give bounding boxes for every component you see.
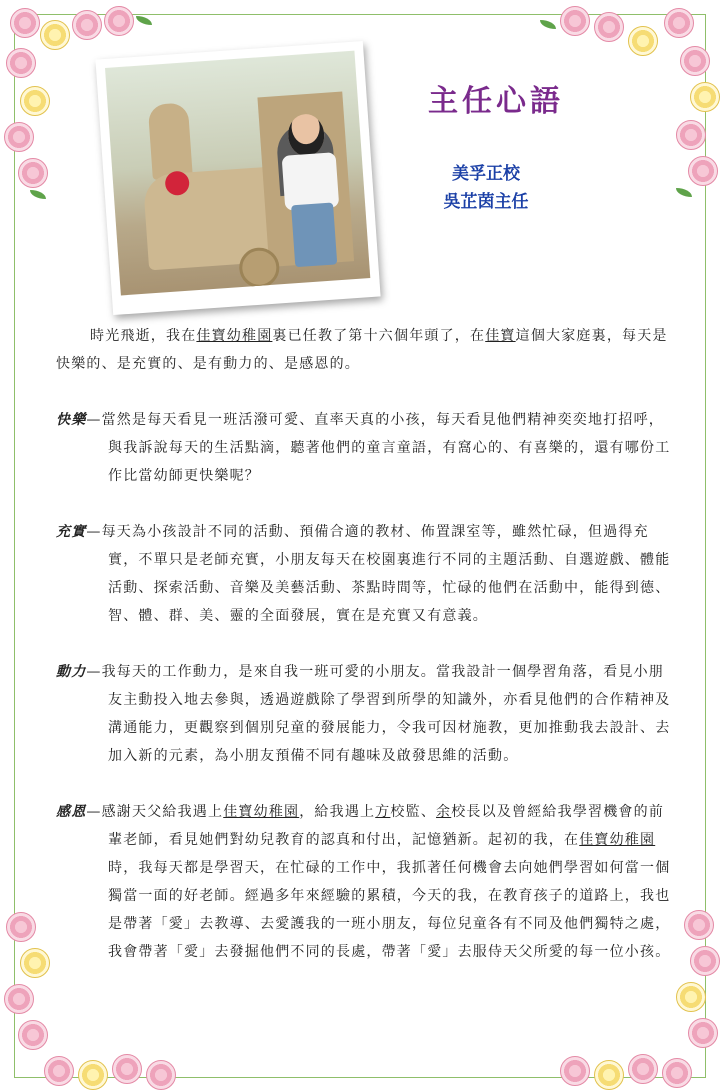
rose-icon: [18, 158, 48, 188]
rose-icon: [4, 122, 34, 152]
rose-icon: [664, 8, 694, 38]
section-text: 校長以及曾經給我學習機會的前輩老師，看見她們對幼兒教育的認真和付出，記憶猶新。起初的我，在: [108, 804, 665, 848]
section-text: —我每天的工作動力，是來自我一班可愛的小朋友。當我設計一個學習角落，看見小朋友主動投入地去參與，透過遊戲除了學習到所學的知識外，亦看見他們的合作精神及溝通能力，更觀察到個別兒童的發展能力，令我可因材施教，更加推動我去設計、去加入新的元素，為小朋友預備不同有趣味及啟發思維的活動。: [86, 664, 671, 764]
rose-icon: [20, 948, 50, 978]
author-name: 吳芷茵主任: [443, 192, 529, 212]
intro-text: 時光飛逝，我在: [90, 328, 197, 344]
rose-icon: [688, 1018, 718, 1048]
rose-icon: [680, 46, 710, 76]
director-photo: [95, 41, 380, 315]
intro-paragraph: [56, 322, 676, 378]
section-text: —當然是每天看見一班活潑可愛、直率天真的小孩，每天看見他們精神奕奕地打招呼，與我訴說每天的生活點滴，聽著他們的童言童語，有窩心的、有喜樂的，還有哪份工作比當幼師更快樂呢？: [86, 412, 671, 484]
rose-icon: [146, 1060, 176, 1090]
section-keyword: 感恩: [56, 804, 87, 820]
person-legs: [291, 202, 337, 267]
rose-icon: [676, 982, 706, 1012]
rose-icon: [688, 156, 718, 186]
intro-text: 裏已任教了第十六個年頭了，在: [272, 328, 486, 344]
rose-icon: [684, 910, 714, 940]
rose-icon: [560, 6, 590, 36]
section-keyword: 快樂: [56, 412, 87, 428]
section-text: 時，我每天都是學習天，在忙碌的工作中，我抓著任何機會去向她們學習如何當一個獨當一面的好老師。經過多年來經驗的累積，今天的我，在教育孩子的道路上，我也是帶著「愛」去教導、去愛護我的一班小朋友，每位兒童各有不同及他們獨特之處，我會帶著「愛」去發掘他們不同的長處，帶著「愛」去服侍天父所愛的每一位小孩。: [108, 860, 671, 960]
rose-icon: [40, 20, 70, 50]
rose-icon: [676, 120, 706, 150]
section-fulfilled: [56, 518, 676, 630]
school-name-underlined: 佳寶幼稚園: [579, 832, 656, 848]
rose-icon: [594, 12, 624, 42]
section-gratitude: [56, 798, 676, 966]
rose-icon: [6, 912, 36, 942]
rose-icon: [20, 86, 50, 116]
rose-icon: [44, 1056, 74, 1086]
section-text: 校監、: [390, 804, 437, 820]
rose-icon: [628, 1054, 658, 1084]
supervisor-surname: 方: [375, 804, 391, 820]
rose-icon: [690, 82, 720, 112]
rose-icon: [78, 1060, 108, 1090]
rose-icon: [104, 6, 134, 36]
rose-icon: [72, 10, 102, 40]
school-name-underlined: 佳寶幼稚園: [223, 804, 300, 820]
school-name: 美孚正校: [452, 164, 520, 184]
rose-icon: [594, 1060, 624, 1090]
rose-icon: [6, 48, 36, 78]
article-body: [56, 322, 676, 966]
rose-icon: [18, 1020, 48, 1050]
section-happy: [56, 406, 676, 490]
principal-surname: 余: [436, 804, 452, 820]
section-text: —每天為小孩設計不同的活動、預備合適的教材、佈置課室等，雖然忙碌，但過得充實，不單只是老師充實，小朋友每天在校園裏進行不同的主題活動、自選遊戲、體能活動、探索活動、音樂及美藝活動、茶點時間等，忙碌的他們在活動中，能得到德、智、體、群、美、靈的全面發展，實在是充實又有意義。: [86, 524, 671, 624]
section-text: ，給我遇上: [299, 804, 376, 820]
photo-image: [105, 51, 370, 296]
rose-icon: [10, 8, 40, 38]
school-short-underlined: 佳寶: [485, 328, 516, 344]
rose-icon: [662, 1058, 692, 1088]
page-title: 主任心語: [428, 84, 564, 119]
rose-icon: [4, 984, 34, 1014]
rose-icon: [560, 1056, 590, 1086]
section-text: —感謝天父給我遇上: [86, 804, 224, 820]
section-motivation: [56, 658, 676, 770]
rose-icon: [112, 1054, 142, 1084]
intro-text: 這個大家庭裏，每天是快樂的、是充實的、是有動力的、是感恩的。: [56, 328, 668, 372]
author-block: [416, 160, 556, 216]
rose-icon: [690, 946, 720, 976]
section-keyword: 充實: [56, 524, 87, 540]
rose-icon: [628, 26, 658, 56]
train-chimney: [148, 102, 193, 180]
school-name-underlined: 佳寶幼稚園: [196, 328, 273, 344]
section-keyword: 動力: [56, 664, 87, 680]
